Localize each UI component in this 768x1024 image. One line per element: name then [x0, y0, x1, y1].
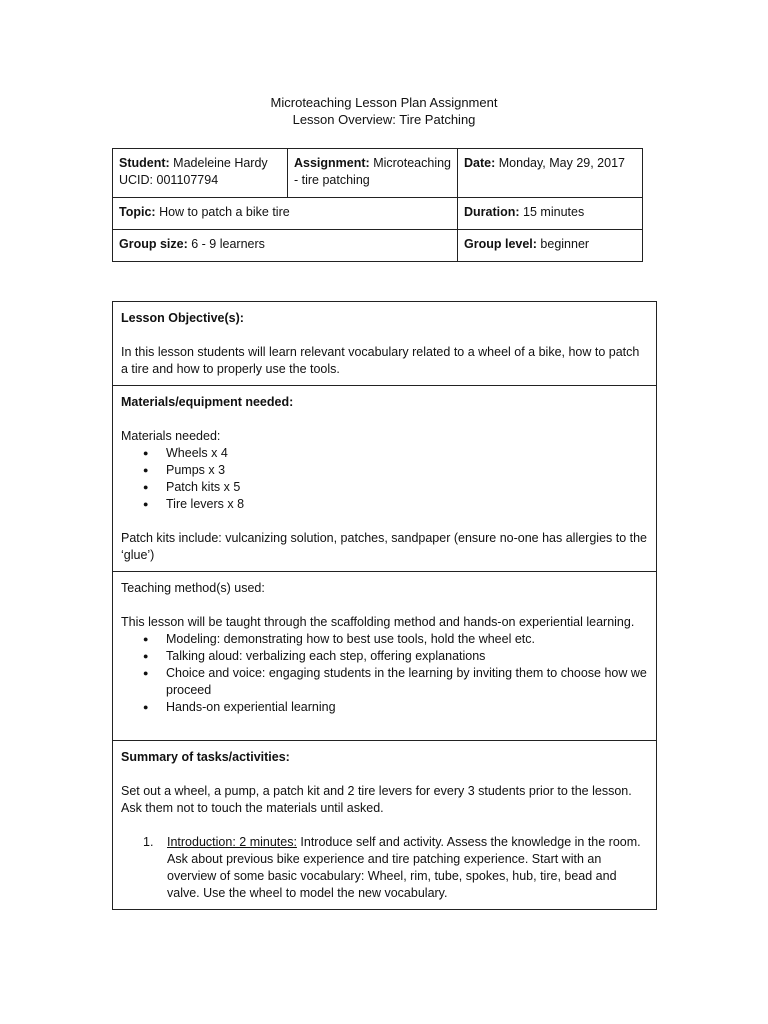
date-value: Monday, May 29, 2017: [498, 156, 625, 170]
objectives-text: In this lesson students will learn relevant vocabulary related to a wheel of a bike, how to patch a tire and how to properly use the tools.: [121, 345, 640, 376]
step-number: 1.: [143, 835, 154, 849]
list-item: ● Tire levers x 8: [166, 496, 648, 513]
step-text: Introduce self and activity. Assess the knowledge in the room. Ask about previous bike experience and tire patching experience. Start with an overview of some basic vocabulary: Wheel, rim, tube, spokes, hub, tire, bead and valve. Use the wheel to model the new vocabulary.: [167, 835, 641, 900]
group-level-value: beginner: [540, 237, 590, 251]
topic-label: Topic:: [119, 205, 156, 219]
materials-title: Materials/equipment needed:: [121, 395, 294, 409]
group-level-cell: [458, 230, 643, 262]
list-item: [143, 834, 648, 902]
ucid-label: UCID:: [119, 173, 154, 187]
assignment-value: Microteaching - tire patching: [294, 156, 452, 187]
step-heading: Introduction: 2 minutes:: [167, 835, 297, 849]
list-item: ● Hands-on experiential learning: [166, 699, 648, 716]
group-size-value: 6 - 9 learners: [191, 237, 265, 251]
methods-title: Teaching method(s) used:: [121, 581, 265, 595]
document-title-block: [0, 94, 768, 128]
assignment-label: Assignment:: [294, 156, 370, 170]
lesson-plan-table: [112, 301, 657, 910]
methods-list: [121, 631, 648, 716]
list-item: ● Choice and voice: engaging students in the learning by inviting them to choose how we proceed: [166, 665, 648, 699]
materials-list: [121, 445, 648, 513]
list-item: ● Modeling: demonstrating how to best use tools, hold the wheel etc.: [166, 631, 648, 648]
list-item: ● Patch kits x 5: [166, 479, 648, 496]
group-size-cell: [113, 230, 458, 262]
student-cell: [113, 149, 288, 198]
student-label: Student:: [119, 156, 170, 170]
materials-section: [113, 386, 657, 572]
methods-section: [113, 572, 657, 741]
topic-value: How to patch a bike tire: [159, 205, 290, 219]
date-label: Date:: [464, 156, 496, 170]
list-item: ● Talking aloud: verbalizing each step, offering explanations: [166, 648, 648, 665]
duration-cell: [458, 198, 643, 230]
summary-title: Summary of tasks/activities:: [121, 750, 290, 764]
date-cell: [458, 149, 643, 198]
summary-section: [113, 741, 657, 910]
group-size-label: Group size:: [119, 237, 188, 251]
list-item: ● Wheels x 4: [166, 445, 648, 462]
objectives-section: [113, 302, 657, 386]
group-level-label: Group level:: [464, 237, 537, 251]
document-subtitle: Lesson Overview: Tire Patching: [292, 112, 476, 127]
objectives-title: Lesson Objective(s):: [121, 311, 244, 325]
ucid-value: 001107794: [156, 173, 219, 187]
summary-steps: [121, 834, 648, 902]
student-name: Madeleine Hardy: [173, 156, 268, 170]
topic-cell: [113, 198, 458, 230]
summary-intro: Set out a wheel, a pump, a patch kit and 2 tire levers for every 3 students prior to the lesson. Ask them not to touch the materials until asked.: [121, 784, 632, 815]
overview-table: [112, 148, 643, 262]
materials-note: Patch kits include: vulcanizing solution, patches, sandpaper (ensure no-one has allergies to the ‘glue’): [121, 531, 648, 562]
assignment-cell: [288, 149, 458, 198]
document-title: Microteaching Lesson Plan Assignment: [270, 95, 498, 110]
methods-intro: This lesson will be taught through the scaffolding method and hands-on experiential learning.: [121, 615, 635, 629]
list-item: ● Pumps x 3: [166, 462, 648, 479]
duration-label: Duration:: [464, 205, 520, 219]
duration-value: 15 minutes: [523, 205, 585, 219]
materials-intro: Materials needed:: [121, 429, 221, 443]
